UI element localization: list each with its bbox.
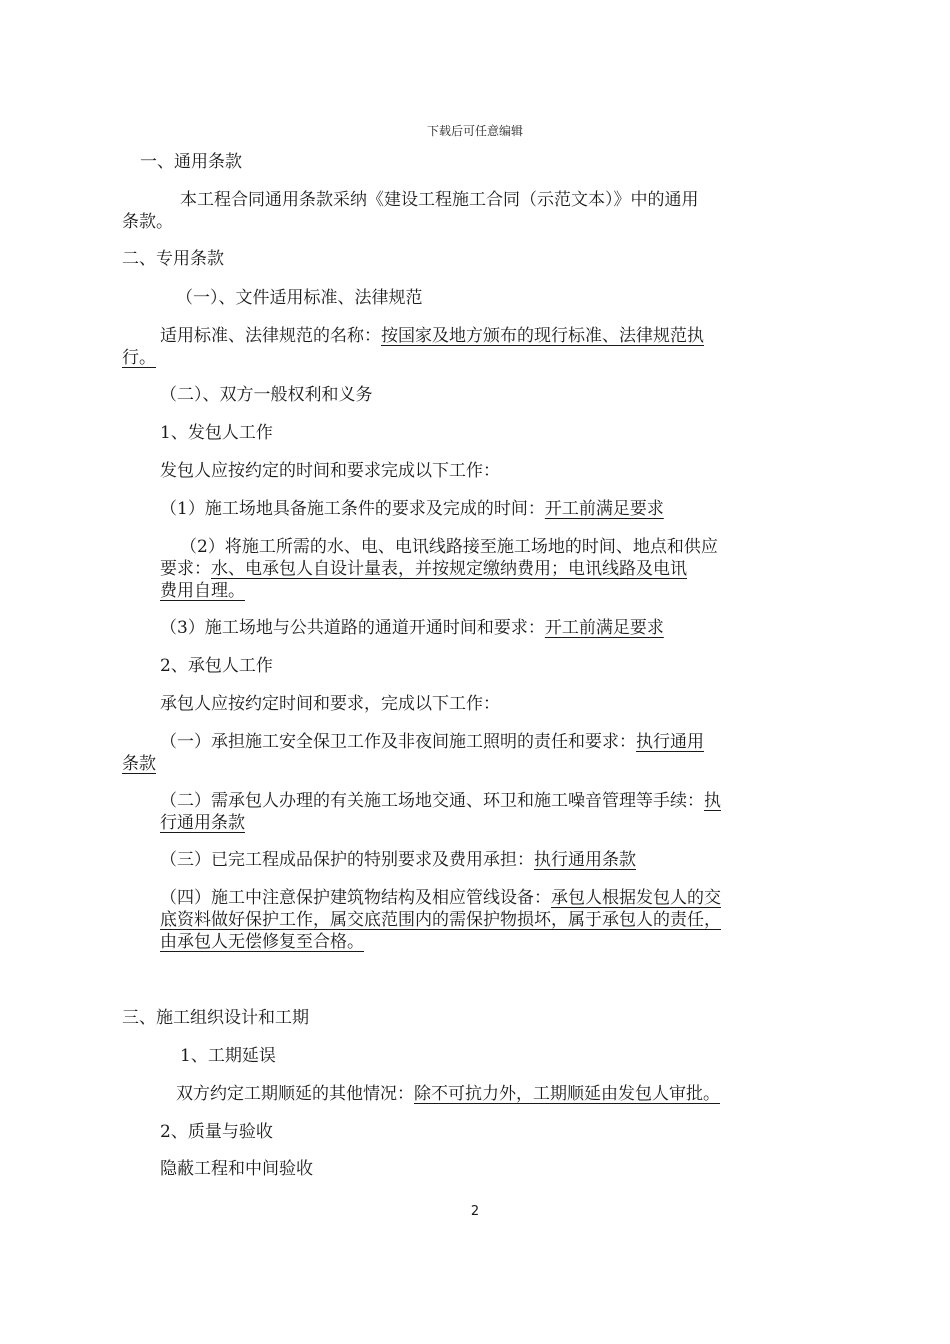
delay-heading: 1、工期延误	[180, 1046, 276, 1066]
contractor-item-4-value-cont-1: 底资料做好保护工作，属交底范围内的需保护物损坏，属于承包人的责任，	[160, 910, 721, 930]
contractor-item-4-value-cont-2: 由承包人无偿修复至合格。	[160, 932, 364, 952]
employer-work-heading: 1、发包人工作	[160, 423, 273, 443]
section-2-title: 二、专用条款	[122, 249, 224, 269]
contractor-item-3-label: （三）已完工程成品保护的特别要求及费用承担：	[160, 850, 534, 870]
delay-value: 除不可抗力外，工期顺延由发包人审批。	[414, 1084, 720, 1104]
contractor-item-3	[160, 849, 636, 871]
section-3-title: 三、施工组织设计和工期	[122, 1008, 309, 1028]
hidden-works-heading: 隐蔽工程和中间验收	[160, 1159, 313, 1179]
standards-value-cont: 行。	[122, 348, 156, 368]
section-1-paragraph-line-2: 条款。	[122, 212, 173, 232]
employer-item-1-value: 开工前满足要求	[544, 499, 664, 519]
section-1-paragraph-line-1: 本工程合同通用条款采纳《建设工程施工合同（示范文本）》中的通用	[180, 190, 699, 210]
contractor-item-1	[160, 731, 704, 753]
employer-item-2-value: 水、电承包人自设计量表，并按规定缴纳费用；电讯线路及电讯	[211, 559, 687, 579]
page-header: 下载后可任意编辑	[426, 124, 523, 138]
employer-item-3-label: （3）施工场地与公共道路的通道开通时间和要求：	[160, 618, 545, 638]
standards-line-1	[160, 325, 704, 347]
delay-label: 双方约定工期顺延的其他情况：	[176, 1084, 414, 1104]
subsection-rights-title: （二）、双方一般权利和义务	[160, 385, 373, 405]
contractor-item-1-value: 执行通用	[636, 732, 704, 752]
section-1-title: 一、通用条款	[140, 152, 242, 172]
page-number: 2	[470, 1204, 480, 1219]
employer-item-2-line-2	[160, 558, 687, 580]
employer-item-3	[160, 617, 664, 639]
employer-work-intro: 发包人应按约定的时间和要求完成以下工作：	[160, 461, 500, 481]
contractor-item-1-value-cont: 条款	[122, 754, 156, 774]
employer-item-1-label: （1）施工场地具备施工条件的要求及完成的时间：	[160, 499, 545, 519]
contractor-item-3-value: 执行通用条款	[534, 850, 636, 870]
contractor-item-2-label: （二）需承包人办理的有关施工场地交通、环卫和施工噪音管理等手续：	[160, 791, 704, 811]
subsection-standards-title: （一）、文件适用标准、法律规范	[176, 288, 423, 308]
contractor-work-heading: 2、承包人工作	[160, 656, 273, 676]
employer-item-1	[160, 498, 664, 520]
contractor-item-2-value-cont: 行通用条款	[160, 813, 245, 833]
contractor-item-4	[160, 887, 721, 909]
contractor-item-2-value: 执	[704, 791, 721, 811]
employer-item-2-label: 要求：	[160, 559, 211, 579]
contractor-item-2	[160, 790, 721, 812]
contractor-item-4-label: （四）施工中注意保护建筑物结构及相应管线设备：	[160, 888, 551, 908]
standards-value: 按国家及地方颁布的现行标准、法律规范执	[381, 326, 704, 346]
contractor-item-4-value: 承包人根据发包人的交	[551, 888, 721, 908]
contractor-work-intro: 承包人应按约定时间和要求，完成以下工作：	[160, 694, 500, 714]
employer-item-2-value-cont: 费用自理。	[160, 581, 245, 601]
delay-line	[176, 1083, 720, 1105]
contractor-item-1-label: （一）承担施工安全保卫工作及非夜间施工照明的责任和要求：	[160, 732, 636, 752]
standards-label: 适用标准、法律规范的名称：	[160, 326, 381, 346]
quality-heading: 2、质量与验收	[160, 1122, 273, 1142]
employer-item-3-value: 开工前满足要求	[544, 618, 664, 638]
employer-item-2-line-1: （2）将施工所需的水、电、电讯线路接至施工场地的时间、地点和供应	[180, 537, 718, 557]
